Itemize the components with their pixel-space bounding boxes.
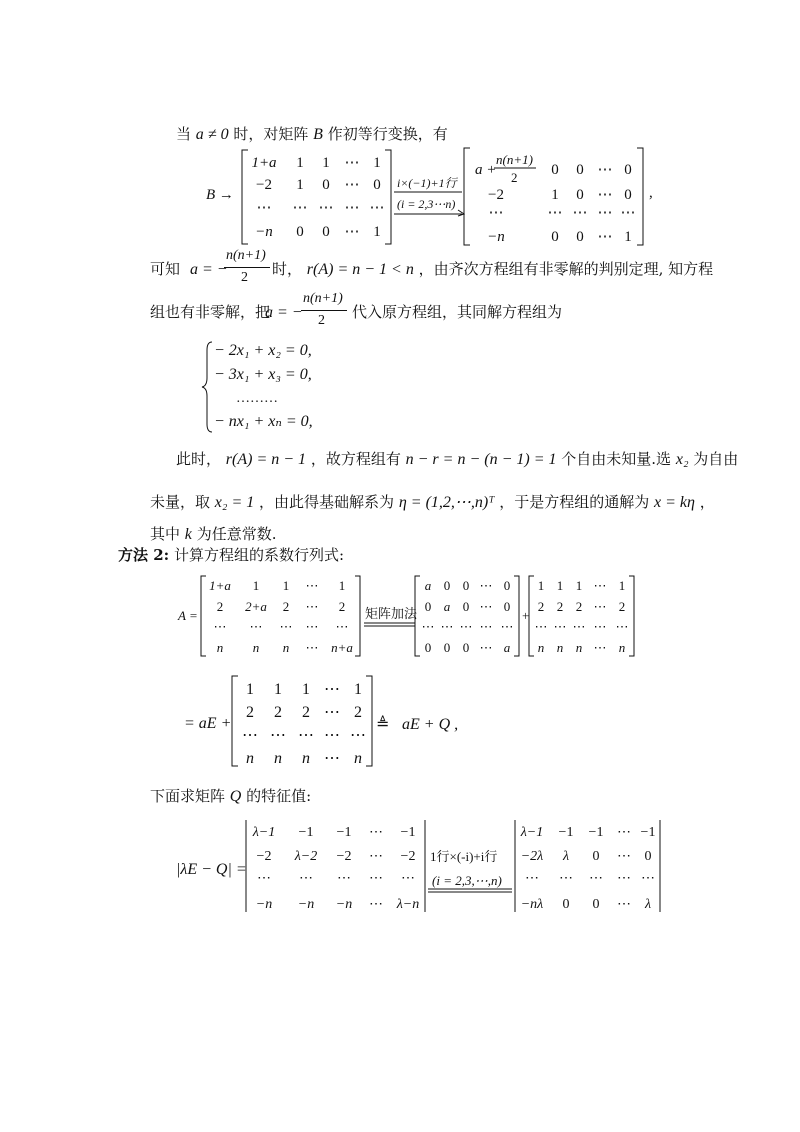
matrix-entry: ⋯ bbox=[369, 871, 383, 886]
matrix-entry: 1 bbox=[556, 578, 564, 593]
matrix-entry: 2 bbox=[354, 704, 362, 721]
matrix-Q bbox=[535, 578, 629, 655]
matrix-entry: 1 bbox=[296, 155, 304, 171]
matrix-entry: 1 bbox=[551, 187, 559, 203]
matrix-entry: 0 bbox=[443, 578, 451, 593]
matrix-left bbox=[251, 155, 384, 240]
matrix-entry: n bbox=[216, 640, 224, 655]
text: ， bbox=[699, 493, 715, 511]
matrix-entry: 0 bbox=[592, 849, 600, 864]
matrix-entry: n bbox=[252, 640, 260, 655]
matrix-entry: −n bbox=[335, 897, 353, 912]
text: 当 bbox=[176, 125, 192, 143]
text: ，由齐次方程组有非零解的判别定理, 知方程 bbox=[418, 260, 714, 278]
matrix-entry: ⋯ bbox=[369, 897, 383, 912]
matrix-entry: a bbox=[443, 599, 451, 614]
row-op-bottom: (i = 2,3⋯n) bbox=[397, 197, 456, 211]
matrix-entry: 0 bbox=[462, 578, 470, 593]
para-4 bbox=[176, 449, 738, 470]
text: 为任意常数. bbox=[196, 525, 277, 543]
method-text: 计算方程组的系数行列式: bbox=[173, 546, 345, 564]
matrix-entry: ⋯ bbox=[479, 599, 493, 614]
matrix-entry: 0 bbox=[624, 187, 632, 203]
bracket-left bbox=[464, 148, 470, 245]
matrix-entry: 2 bbox=[302, 704, 310, 721]
matrix-entry: ⋯ bbox=[593, 640, 607, 655]
matrix-entry: ⋯ bbox=[369, 825, 383, 840]
matrix-entry: 2 bbox=[618, 599, 626, 614]
matrix-entry: ⋯ bbox=[459, 619, 473, 634]
matrix-entry: ⋯ bbox=[597, 187, 613, 203]
matrix-entry: ⋯ bbox=[440, 619, 454, 634]
matrix-entry: 2+a bbox=[245, 599, 267, 614]
matrix-entry: ⋯ bbox=[421, 619, 435, 634]
equation-system bbox=[200, 338, 340, 438]
plus: + bbox=[522, 608, 530, 623]
matrix-entry: 1 bbox=[618, 578, 626, 593]
matrix-entry: ⋯ bbox=[617, 849, 631, 864]
matrix-entry: ⋯ bbox=[299, 871, 313, 886]
comma: , bbox=[649, 185, 653, 201]
matrix-entry: ⋯ bbox=[279, 619, 293, 634]
matrix-symbol: Q bbox=[229, 788, 242, 805]
rank-eq: r(A) = n − 1 bbox=[225, 451, 307, 468]
matrix-entry: ⋯ bbox=[256, 200, 272, 216]
text: ，于是方程组的通解为 bbox=[499, 493, 650, 511]
text: 个自由未知量.选 bbox=[561, 450, 672, 468]
a-eq: a = − bbox=[265, 304, 303, 321]
frac-bar bbox=[301, 310, 347, 311]
matrix-entry: 0 bbox=[644, 849, 652, 864]
matrix-entry: ⋯ bbox=[615, 619, 629, 634]
matrix-entry: ⋯ bbox=[617, 897, 631, 912]
bracket-right bbox=[629, 576, 634, 656]
matrix-A bbox=[209, 578, 353, 655]
row-op-top: 1行×(-i)+i行 bbox=[430, 849, 498, 864]
matrix-entry: n bbox=[354, 750, 362, 767]
matrix-entry: 0 bbox=[576, 229, 584, 245]
matrix-entry: 0 bbox=[424, 599, 432, 614]
matrix-entry: ⋯ bbox=[589, 871, 603, 886]
matrix-entry: ⋯ bbox=[257, 871, 271, 886]
matrix-entry: a bbox=[503, 640, 511, 655]
matrix-entry: 1+a bbox=[251, 155, 277, 171]
matrix-entry: ⋯ bbox=[553, 619, 567, 634]
matrix-entry: λ bbox=[562, 849, 570, 864]
matrix-entry: −2 bbox=[488, 187, 504, 203]
para-3 bbox=[150, 302, 270, 322]
matrix-entry: ⋯ bbox=[572, 205, 588, 221]
rank-ineq: r(A) = n − 1 < n bbox=[306, 261, 414, 278]
matrix-entry: −1 bbox=[640, 825, 656, 840]
text: 时， bbox=[272, 260, 303, 278]
matrix-entry: ⋯ bbox=[292, 200, 308, 216]
frac-den: 2 bbox=[241, 270, 248, 285]
matrix-entry: ⋯ bbox=[242, 727, 258, 744]
matrix-entry: 1 bbox=[338, 578, 346, 593]
matrix-entry: 2 bbox=[556, 599, 564, 614]
matrix-entry: −1 bbox=[400, 825, 416, 840]
const-k: k bbox=[184, 526, 192, 543]
matrix-entry: −2 bbox=[336, 849, 352, 864]
matrix-entry: ⋯ bbox=[593, 578, 607, 593]
matrix-entry: −1 bbox=[558, 825, 574, 840]
ellipsis-row: ……… bbox=[236, 391, 278, 406]
matrix-entry: ⋯ bbox=[479, 578, 493, 593]
x2-eq: x₂ = 1 bbox=[214, 494, 255, 511]
det-right bbox=[520, 825, 656, 912]
matrix-entry: −2 bbox=[256, 177, 272, 193]
matrix-entry: 0 bbox=[624, 162, 632, 178]
matrix-right bbox=[487, 162, 635, 245]
text: 其中 bbox=[150, 525, 181, 543]
matrix-entry: −n bbox=[255, 224, 273, 240]
matrix-entry: ⋯ bbox=[350, 727, 366, 744]
matrix-entry: ⋯ bbox=[500, 619, 514, 634]
matrix-entry: ⋯ bbox=[559, 871, 573, 886]
matrix-entry: 1 bbox=[373, 224, 381, 240]
matrix-entry: 1 bbox=[274, 681, 282, 698]
matrix-entry: ⋯ bbox=[534, 619, 548, 634]
equation-n: − nx₁ + xₙ = 0, bbox=[214, 413, 313, 430]
matrix-entry: ⋯ bbox=[270, 727, 286, 744]
free-count: n − r = n − (n − 1) = 1 bbox=[405, 451, 557, 468]
matrix-entry: 0 bbox=[296, 224, 304, 240]
bracket-left bbox=[201, 576, 206, 656]
determinant-transform bbox=[172, 816, 672, 916]
matrix-entry: −1 bbox=[336, 825, 352, 840]
matrix-entry: λ−2 bbox=[294, 849, 318, 864]
text: 作初等行变换，有 bbox=[327, 125, 448, 143]
bracket-left bbox=[529, 576, 534, 656]
matrix-entry: ⋯ bbox=[298, 727, 314, 744]
matrix-entry: 0 bbox=[592, 897, 600, 912]
matrix-entry: ⋯ bbox=[324, 681, 340, 698]
matrix-entry: ⋯ bbox=[488, 205, 504, 221]
matrix-entry: n bbox=[282, 640, 290, 655]
matrix-entry: −n bbox=[487, 229, 505, 245]
var-x2: x₂ bbox=[675, 451, 689, 468]
para-2 bbox=[150, 259, 180, 279]
matrix-entry: ⋯ bbox=[324, 750, 340, 767]
matrix-entry: 0 bbox=[503, 599, 511, 614]
text: 为自由 bbox=[693, 450, 739, 468]
matrix-entry: 1 bbox=[537, 578, 545, 593]
matrix-entry: −2 bbox=[256, 849, 272, 864]
para-1 bbox=[176, 124, 448, 145]
text: ，故方程组有 bbox=[310, 450, 401, 468]
matrix-entry: 0 bbox=[373, 177, 381, 193]
matrix-entry: 0 bbox=[462, 599, 470, 614]
bracket-right bbox=[385, 150, 391, 244]
matrix-entry: −2λ bbox=[520, 849, 544, 864]
matrix-entry: 2 bbox=[575, 599, 583, 614]
matrix-entry: 0 bbox=[443, 640, 451, 655]
text: ，由此得基础解系为 bbox=[259, 493, 395, 511]
matrix-entry: 1 bbox=[296, 177, 304, 193]
matrix-entry: ⋯ bbox=[597, 205, 613, 221]
matrix-entry: ⋯ bbox=[597, 162, 613, 178]
bracket-right bbox=[366, 676, 372, 766]
matrix-entry: ⋯ bbox=[617, 871, 631, 886]
left-brace bbox=[202, 342, 212, 432]
matrix-entry: 1 bbox=[246, 681, 254, 698]
arrow-head bbox=[458, 210, 464, 216]
method-2-heading bbox=[118, 545, 344, 565]
general-solution: x = kη bbox=[654, 494, 695, 511]
text: 时，对矩阵 bbox=[233, 125, 309, 143]
matrix-entry: n+a bbox=[331, 640, 353, 655]
matrix-entry: a bbox=[424, 578, 432, 593]
matrix-entry: ⋯ bbox=[593, 619, 607, 634]
matrix-entry: 1+a bbox=[209, 578, 231, 593]
row-op-bottom: (i = 2,3,⋯,n) bbox=[432, 873, 502, 888]
frac-bar bbox=[224, 267, 270, 268]
matrix-symbol: B bbox=[313, 126, 323, 143]
matrix-entry: ⋯ bbox=[401, 871, 415, 886]
lhs: |λE − Q| = bbox=[176, 861, 247, 878]
matrix-entry: ⋯ bbox=[479, 619, 493, 634]
matrix-entry: n bbox=[556, 640, 564, 655]
frac-num: n(n+1) bbox=[496, 152, 533, 167]
matrix-entry: 2 bbox=[282, 599, 290, 614]
matrix-entry: ⋯ bbox=[344, 155, 360, 171]
matrix-transform-1 bbox=[200, 145, 660, 250]
basis-vector: η = (1,2,⋯,n)ᵀ bbox=[398, 494, 495, 511]
frac-den: 2 bbox=[511, 170, 518, 185]
matrix-entry: n bbox=[246, 750, 254, 767]
matrix-entry: 2 bbox=[274, 704, 282, 721]
para-7 bbox=[150, 786, 311, 807]
matrix-entry: −1 bbox=[588, 825, 604, 840]
matrix-entry: −2 bbox=[400, 849, 416, 864]
text: 的特征值: bbox=[246, 787, 312, 805]
bracket-left bbox=[232, 676, 238, 766]
matrix-entry: ⋯ bbox=[344, 200, 360, 216]
matrix-entry: 0 bbox=[551, 162, 559, 178]
lhs: B → bbox=[206, 187, 234, 203]
matrix-entry: ⋯ bbox=[324, 704, 340, 721]
matrix-entry: ⋯ bbox=[318, 200, 334, 216]
bracket-right bbox=[637, 148, 643, 245]
matrix-entry: ⋯ bbox=[369, 849, 383, 864]
text: 组也有非零解，把 bbox=[150, 303, 271, 321]
matrix-entry: 2 bbox=[338, 599, 346, 614]
matrix-entry: λ−1 bbox=[252, 825, 276, 840]
frac-den: 2 bbox=[318, 313, 325, 328]
entry-a: a + bbox=[475, 162, 497, 178]
matrix-aE bbox=[422, 578, 514, 655]
matrix-entry: 1 bbox=[575, 578, 583, 593]
def-symbol: ≜ bbox=[376, 716, 390, 733]
text: 此时， bbox=[176, 450, 222, 468]
matrix-entry: 0 bbox=[576, 187, 584, 203]
matrix-entry: ⋯ bbox=[547, 205, 563, 221]
matrix-entry: −n bbox=[255, 897, 273, 912]
matrix-entry: n bbox=[274, 750, 282, 767]
condition-a-nonzero: a ≠ 0 bbox=[195, 126, 229, 143]
matrix-entry: ⋯ bbox=[525, 871, 539, 886]
matrix-entry: ⋯ bbox=[305, 599, 319, 614]
matrix-entry: ⋯ bbox=[213, 619, 227, 634]
matrix-entry: ⋯ bbox=[572, 619, 586, 634]
row-op-top: i×(−1)+1行 bbox=[397, 176, 457, 190]
matrix-entry: −nλ bbox=[520, 897, 544, 912]
matrix-entry: ⋯ bbox=[617, 825, 631, 840]
op-label: 矩阵加法 bbox=[365, 606, 418, 621]
matrix-entry: ⋯ bbox=[593, 599, 607, 614]
matrix-entry: n bbox=[537, 640, 545, 655]
para-5 bbox=[150, 492, 715, 513]
matrix-decomposition bbox=[172, 570, 642, 662]
matrix-entry: 1 bbox=[373, 155, 381, 171]
matrix-entry: 0 bbox=[503, 578, 511, 593]
det-left bbox=[252, 825, 420, 912]
matrix-entry: 0 bbox=[424, 640, 432, 655]
method-label: 方法 2: bbox=[118, 546, 170, 564]
bracket-right bbox=[355, 576, 360, 656]
matrix-entry: λ bbox=[644, 897, 652, 912]
matrix-entry: 0 bbox=[562, 897, 570, 912]
equation-2: − 3x₁ + x₃ = 0, bbox=[214, 366, 312, 383]
matrix-entry: ⋯ bbox=[344, 177, 360, 193]
matrix-entry: λ−1 bbox=[520, 825, 544, 840]
matrix-entry: 1 bbox=[252, 578, 260, 593]
matrix-aE-plus-Q bbox=[170, 672, 470, 770]
matrix-entry: ⋯ bbox=[305, 619, 319, 634]
lhs: = aE + bbox=[184, 715, 232, 732]
matrix-entry: ⋯ bbox=[324, 727, 340, 744]
matrix-entry: ⋯ bbox=[597, 229, 613, 245]
matrix-entry: ⋯ bbox=[369, 200, 385, 216]
frac-num: n(n+1) bbox=[303, 291, 343, 306]
matrix-entry: −1 bbox=[298, 825, 314, 840]
matrix-entry: 1 bbox=[282, 578, 290, 593]
matrix-entry: 1 bbox=[322, 155, 330, 171]
matrix-entry: −n bbox=[297, 897, 315, 912]
text: 代入原方程组，其同解方程组为 bbox=[352, 303, 563, 321]
matrix-entry: ⋯ bbox=[305, 640, 319, 655]
matrix-entry: ⋯ bbox=[337, 871, 351, 886]
matrix-Q bbox=[242, 681, 366, 767]
matrix-entry: ⋯ bbox=[641, 871, 655, 886]
matrix-entry: ⋯ bbox=[344, 224, 360, 240]
matrix-entry: ⋯ bbox=[249, 619, 263, 634]
para-6 bbox=[150, 524, 276, 545]
matrix-entry: ⋯ bbox=[620, 205, 636, 221]
matrix-entry: n bbox=[618, 640, 626, 655]
matrix-entry: ⋯ bbox=[335, 619, 349, 634]
matrix-entry: 2 bbox=[246, 704, 254, 721]
a-eq: a = − bbox=[190, 261, 228, 278]
para-3-b bbox=[352, 302, 562, 322]
text: 可知 bbox=[150, 260, 181, 278]
matrix-entry: n bbox=[302, 750, 310, 767]
matrix-entry: 2 bbox=[216, 599, 224, 614]
matrix-entry: 0 bbox=[576, 162, 584, 178]
matrix-entry: n bbox=[575, 640, 583, 655]
matrix-entry: 2 bbox=[537, 599, 545, 614]
matrix-entry: ⋯ bbox=[479, 640, 493, 655]
matrix-entry: ⋯ bbox=[305, 578, 319, 593]
equation-1: − 2x₁ + x₂ = 0, bbox=[214, 342, 312, 359]
matrix-entry: 0 bbox=[462, 640, 470, 655]
text: 下面求矩阵 bbox=[150, 787, 226, 805]
bracket-right bbox=[514, 576, 519, 656]
bracket-left bbox=[242, 150, 248, 244]
matrix-entry: 1 bbox=[354, 681, 362, 698]
matrix-entry: 0 bbox=[322, 224, 330, 240]
matrix-entry: 1 bbox=[302, 681, 310, 698]
para-2-b bbox=[272, 259, 713, 280]
matrix-entry: 0 bbox=[551, 229, 559, 245]
matrix-entry: 1 bbox=[624, 229, 632, 245]
matrix-entry: 0 bbox=[322, 177, 330, 193]
lhs: A = bbox=[178, 608, 198, 623]
matrix-entry: λ−n bbox=[396, 897, 420, 912]
text: 未量，取 bbox=[150, 493, 211, 511]
frac-num: n(n+1) bbox=[226, 248, 266, 263]
rhs: aE + Q , bbox=[402, 716, 459, 733]
